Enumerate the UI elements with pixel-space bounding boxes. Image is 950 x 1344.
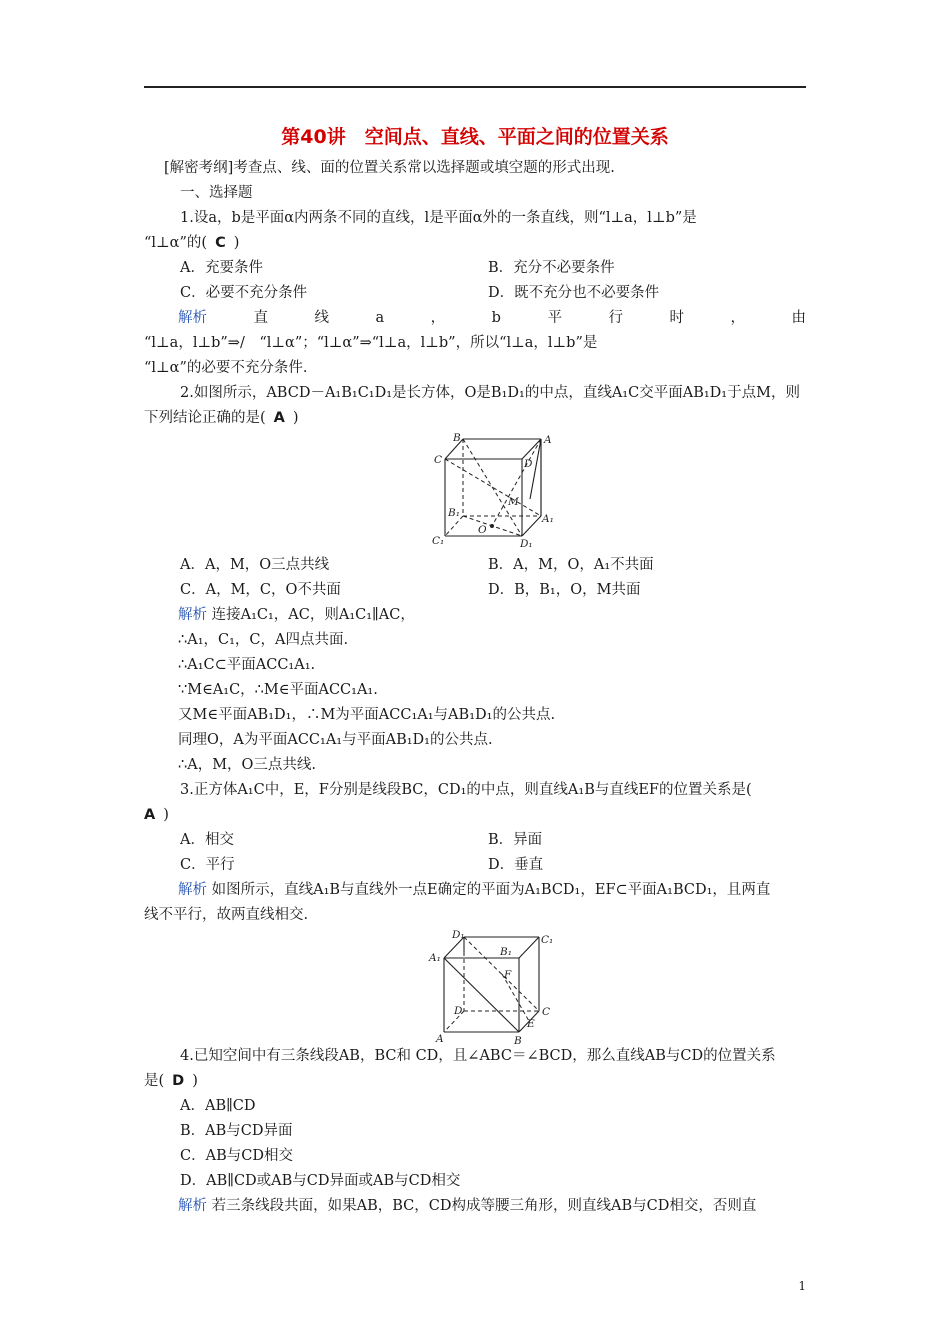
q3-option-a: A．相交 bbox=[180, 832, 234, 848]
fig2-label: M bbox=[508, 496, 519, 508]
fig2-label: O bbox=[478, 524, 487, 536]
q2-stem-line1: 2.如图所示，ABCD－A₁B₁C₁D₁是长方体，O是B₁D₁的中点，直线A₁C交平面AB₁D₁于点M，则 bbox=[180, 385, 800, 401]
q1-jiexi-line2: “l⊥a，l⊥b”⇒/ “l⊥α”；“l⊥α”⇒“l⊥a，l⊥b”，所以“l⊥a，l⊥b”是 bbox=[144, 335, 598, 351]
q3-stem-line2 bbox=[144, 805, 169, 825]
q1-option-d: D．既不充分也不必要条件 bbox=[488, 285, 660, 301]
q3-stem-post: ) bbox=[163, 807, 169, 823]
q3-option-c: C．平行 bbox=[180, 857, 235, 873]
cube-figure-q3 bbox=[424, 928, 564, 1046]
top-rule bbox=[144, 86, 806, 88]
fig3-label: B bbox=[514, 1035, 522, 1046]
q4-option-b: B．AB与CD异面 bbox=[180, 1123, 293, 1139]
page-title: 第40讲 空间点、直线、平面之间的位置关系 bbox=[281, 126, 669, 148]
fig2-label: C₁ bbox=[432, 535, 445, 547]
q4-jiexi-text: 若三条线段共面，如果AB，BC，CD构成等腰三角形，则直线AB与CD相交，否则直 bbox=[211, 1198, 757, 1214]
q1-jiexi-word: 直 bbox=[253, 310, 268, 326]
page-number: 1 bbox=[798, 1279, 806, 1293]
q2-option-d: D．B，B₁，O，M共面 bbox=[488, 582, 641, 598]
q3-option-d: D．垂直 bbox=[488, 857, 544, 873]
q2-jiexi-label: 解析 bbox=[178, 607, 207, 623]
q1-stem-line2 bbox=[144, 233, 239, 253]
q2-jiexi-step: 又M∈平面AB₁D₁，∴M为平面ACC₁A₁与AB₁D₁的公共点. bbox=[178, 707, 556, 723]
q2-option-a: A．A，M，O三点共线 bbox=[180, 557, 330, 573]
q2-answer: A bbox=[273, 410, 285, 426]
q2-jiexi-step: ∴A₁，C₁，C，A四点共面. bbox=[178, 632, 349, 648]
q4-stem-line2 bbox=[144, 1071, 198, 1091]
q2-jiexi-step: ∴A₁C⊂平面ACC₁A₁. bbox=[178, 657, 316, 673]
intro-text: [解密考纲]考查点、线、面的位置关系常以选择题或填空题的形式出现. bbox=[164, 160, 615, 176]
fig3-label: A₁ bbox=[429, 952, 441, 964]
fig3-label: D₁ bbox=[452, 929, 465, 941]
q1-jiexi-word: 行 bbox=[608, 310, 623, 326]
q1-jiexi-line1 bbox=[178, 308, 806, 328]
fig2-label: B₁ bbox=[448, 507, 460, 519]
fig2-label: D₁ bbox=[520, 538, 533, 550]
fig3-label: E bbox=[527, 1018, 535, 1030]
q1-option-c: C．必要不充分条件 bbox=[180, 285, 308, 301]
q4-stem-post: ) bbox=[192, 1073, 198, 1089]
q1-jiexi-word: ， bbox=[730, 310, 745, 326]
q2-jiexi-step: 同理O，A为平面ACC₁A₁与平面AB₁D₁的公共点. bbox=[178, 732, 493, 748]
cuboid-figure-q2 bbox=[420, 430, 560, 550]
q2-stem-post: ) bbox=[292, 410, 299, 426]
q3-jiexi-line1 bbox=[178, 880, 770, 900]
fig3-label: C bbox=[542, 1006, 551, 1018]
q3-jiexi-text: 如图所示，直线A₁B与直线外一点E确定的平面为A₁BCD₁，EF⊂平面A₁BCD₁，且两直 bbox=[211, 882, 771, 898]
q1-option-b: B．充分不必要条件 bbox=[488, 260, 615, 276]
q4-option-c: C．AB与CD相交 bbox=[180, 1148, 293, 1164]
q3-stem-line1: 3.正方体A₁C中，E，F分别是线段BC，CD₁的中点，则直线A₁B与直线EF的位置关系是( bbox=[180, 782, 752, 798]
q2-jiexi-first: 连接A₁C₁，AC，则A₁C₁∥AC， bbox=[211, 607, 415, 623]
q1-option-a: A．充要条件 bbox=[180, 260, 263, 276]
q3-jiexi-line2: 线不平行，故两直线相交. bbox=[144, 907, 309, 923]
fig3-label: C₁ bbox=[541, 934, 554, 946]
q2-jiexi-step: ∴A，M，O三点共线. bbox=[178, 757, 317, 773]
fig2-label: D bbox=[524, 458, 533, 470]
q1-jiexi-word: ， bbox=[430, 310, 446, 326]
q1-answer: C bbox=[215, 235, 226, 251]
q4-stem-pre: 是( bbox=[144, 1073, 165, 1089]
q4-stem-line1: 4.已知空间中有三条线段AB，BC和 CD，且∠ABC＝∠BCD，那么直线AB与CD的位置关系 bbox=[180, 1048, 776, 1064]
fig2-label: A₁ bbox=[542, 513, 554, 525]
fig2-label: C bbox=[434, 454, 443, 466]
q2-option-b: B．A，M，O，A₁不共面 bbox=[488, 557, 654, 573]
q4-option-d: D．AB∥CD或AB与CD异面或AB与CD相交 bbox=[180, 1173, 461, 1189]
q4-answer: D bbox=[172, 1073, 185, 1089]
fig3-label: A bbox=[436, 1033, 444, 1045]
q1-jiexi-line3: “l⊥α”的必要不充分条件. bbox=[144, 360, 308, 376]
q2-jiexi-line1 bbox=[178, 605, 415, 625]
q2-stem-line2 bbox=[144, 408, 299, 428]
q1-stem-pre: “l⊥α”的( bbox=[144, 235, 208, 251]
q3-option-b: B．异面 bbox=[488, 832, 543, 848]
q1-jiexi-label-1: 解析 bbox=[178, 310, 207, 326]
q1-jiexi-word: b bbox=[491, 310, 501, 326]
section-heading: 一、选择题 bbox=[180, 185, 253, 201]
q1-stem-post: ) bbox=[233, 235, 240, 251]
q1-jiexi-word: a bbox=[375, 310, 385, 326]
q2-option-c: C．A，M，C，O不共面 bbox=[180, 582, 341, 598]
fig3-label: D bbox=[454, 1005, 463, 1017]
q1-stem-line1: 1.设a，b是平面α内两条不同的直线，l是平面α外的一条直线，则“l⊥a，l⊥b”是 bbox=[180, 210, 697, 226]
fig2-label: B bbox=[453, 432, 461, 444]
q1-jiexi-word: 线 bbox=[314, 310, 329, 326]
q2-jiexi-step: ∵M∈A₁C，∴M∈平面ACC₁A₁. bbox=[178, 682, 378, 698]
fig3-label: F bbox=[504, 969, 512, 981]
q1-jiexi-word: 时 bbox=[669, 310, 684, 326]
q4-jiexi-label: 解析 bbox=[178, 1198, 207, 1214]
q3-answer: A bbox=[144, 807, 156, 823]
q4-option-a: A．AB∥CD bbox=[180, 1098, 256, 1114]
fig2-label: A bbox=[544, 434, 552, 446]
q3-jiexi-label: 解析 bbox=[178, 882, 207, 898]
fig3-label: B₁ bbox=[500, 946, 512, 958]
q1-jiexi-word: 平 bbox=[547, 310, 562, 326]
q2-stem-pre: 下列结论正确的是( bbox=[144, 410, 266, 426]
q1-jiexi-word: 由 bbox=[791, 310, 806, 326]
q4-jiexi-line1 bbox=[178, 1196, 756, 1216]
